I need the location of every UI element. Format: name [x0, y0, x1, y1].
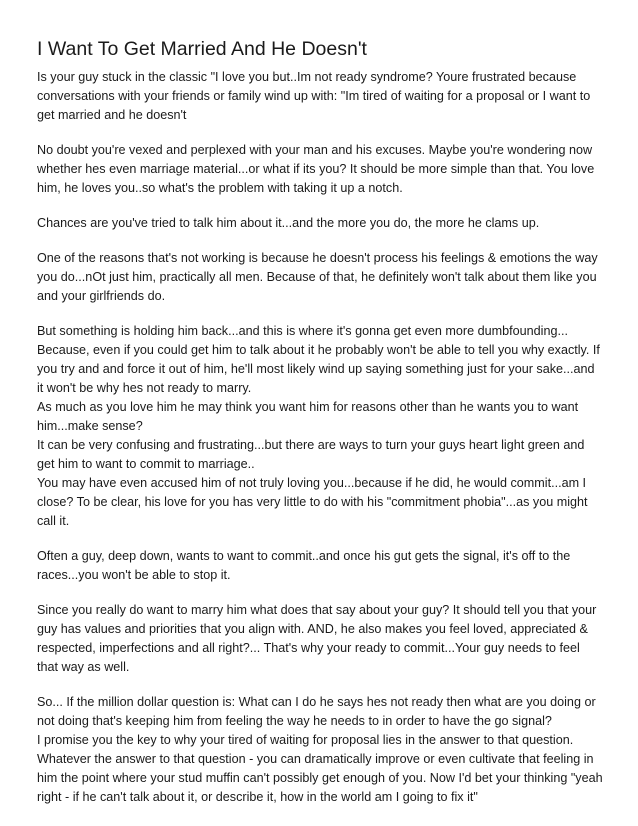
paragraph-process-feelings: One of the reasons that's not working is because he doesn't process his feelings & emotions the way you do...nOt just him, practically all men. Because of that, he definitely won't talk about them like you and your girlfriends do. [37, 251, 598, 303]
paragraph-make-sense: As much as you love him he may think you want him for reasons other than he wants you to want him...make sense? [37, 400, 579, 433]
paragraph-promise-key: I promise you the key to why your tired of waiting for proposal lies in the answer to that question. [37, 733, 574, 747]
document-title: I Want To Get Married And He Doesn't [37, 38, 367, 60]
document-page [37, 36, 603, 807]
paragraph-heart-light-green: It can be very confusing and frustrating...but there are ways to turn your guys heart light green and get him to want to commit to marriage.. [37, 438, 585, 471]
paragraph-million-dollar-question: So... If the million dollar question is: What can I do he says hes not ready then what are you doing or not doing that's keeping him from feeling the way he needs to in order to have the go signal? [37, 695, 596, 728]
paragraph-vexed-and-perplexed: No doubt you're vexed and perplexed with your man and his excuses. Maybe you're wondering now whether hes even marriage material...or what if its you? It should be more simple than that. You love him, he loves you..so what's the problem with taking it up a notch. [37, 143, 595, 195]
paragraph-holding-him-back: But something is holding him back...and this is where it's gonna get even more dumbfounding... Because, even if you could get him to talk about it he probably won't be able to tell you why exactly. If you try and and force it out of him, he'll most likely wind up saying something just for your sake...and it won't be why hes not ready to marry. [37, 324, 600, 395]
paragraph-clams-up: Chances are you've tried to talk him about it...and the more you do, the more he clams up. [37, 216, 540, 230]
paragraph-not-ready-syndrome: Is your guy stuck in the classic "I love you but..Im not ready syndrome? Youre frustrated because conversations with your friends or family wind up with: "Im tired of waiting for a proposal or I want to get married and he doesn't [37, 70, 591, 122]
paragraph-wants-to-commit: Often a guy, deep down, wants to want to commit..and once his gut gets the signal, it's off to the races...you won't be able to stop it. [37, 549, 571, 582]
paragraph-values-and-priorities: Since you really do want to marry him what does that say about your guy? It should tell you that your guy has values and priorities that you align with. AND, he also makes you feel loved, appreciated & respected, imperfections and all right?... That's why your ready to commit...Your guy needs to feel that way as well. [37, 603, 597, 674]
paragraph-stud-muffin: Whatever the answer to that question - you can dramatically improve or even cultivate that feeling in him the point where your stud muffin can't possibly get enough of you. Now I'd bet your thinking "yeah right - if he can't talk about it, or describe it, how in the world am I going to fix it" [37, 752, 603, 804]
paragraph-commitment-phobia: You may have even accused him of not truly loving you...because if he did, he would commit...am I close? To be clear, his love for you has very little to do with his "commitment phobia"...as you might call it. [37, 476, 588, 528]
